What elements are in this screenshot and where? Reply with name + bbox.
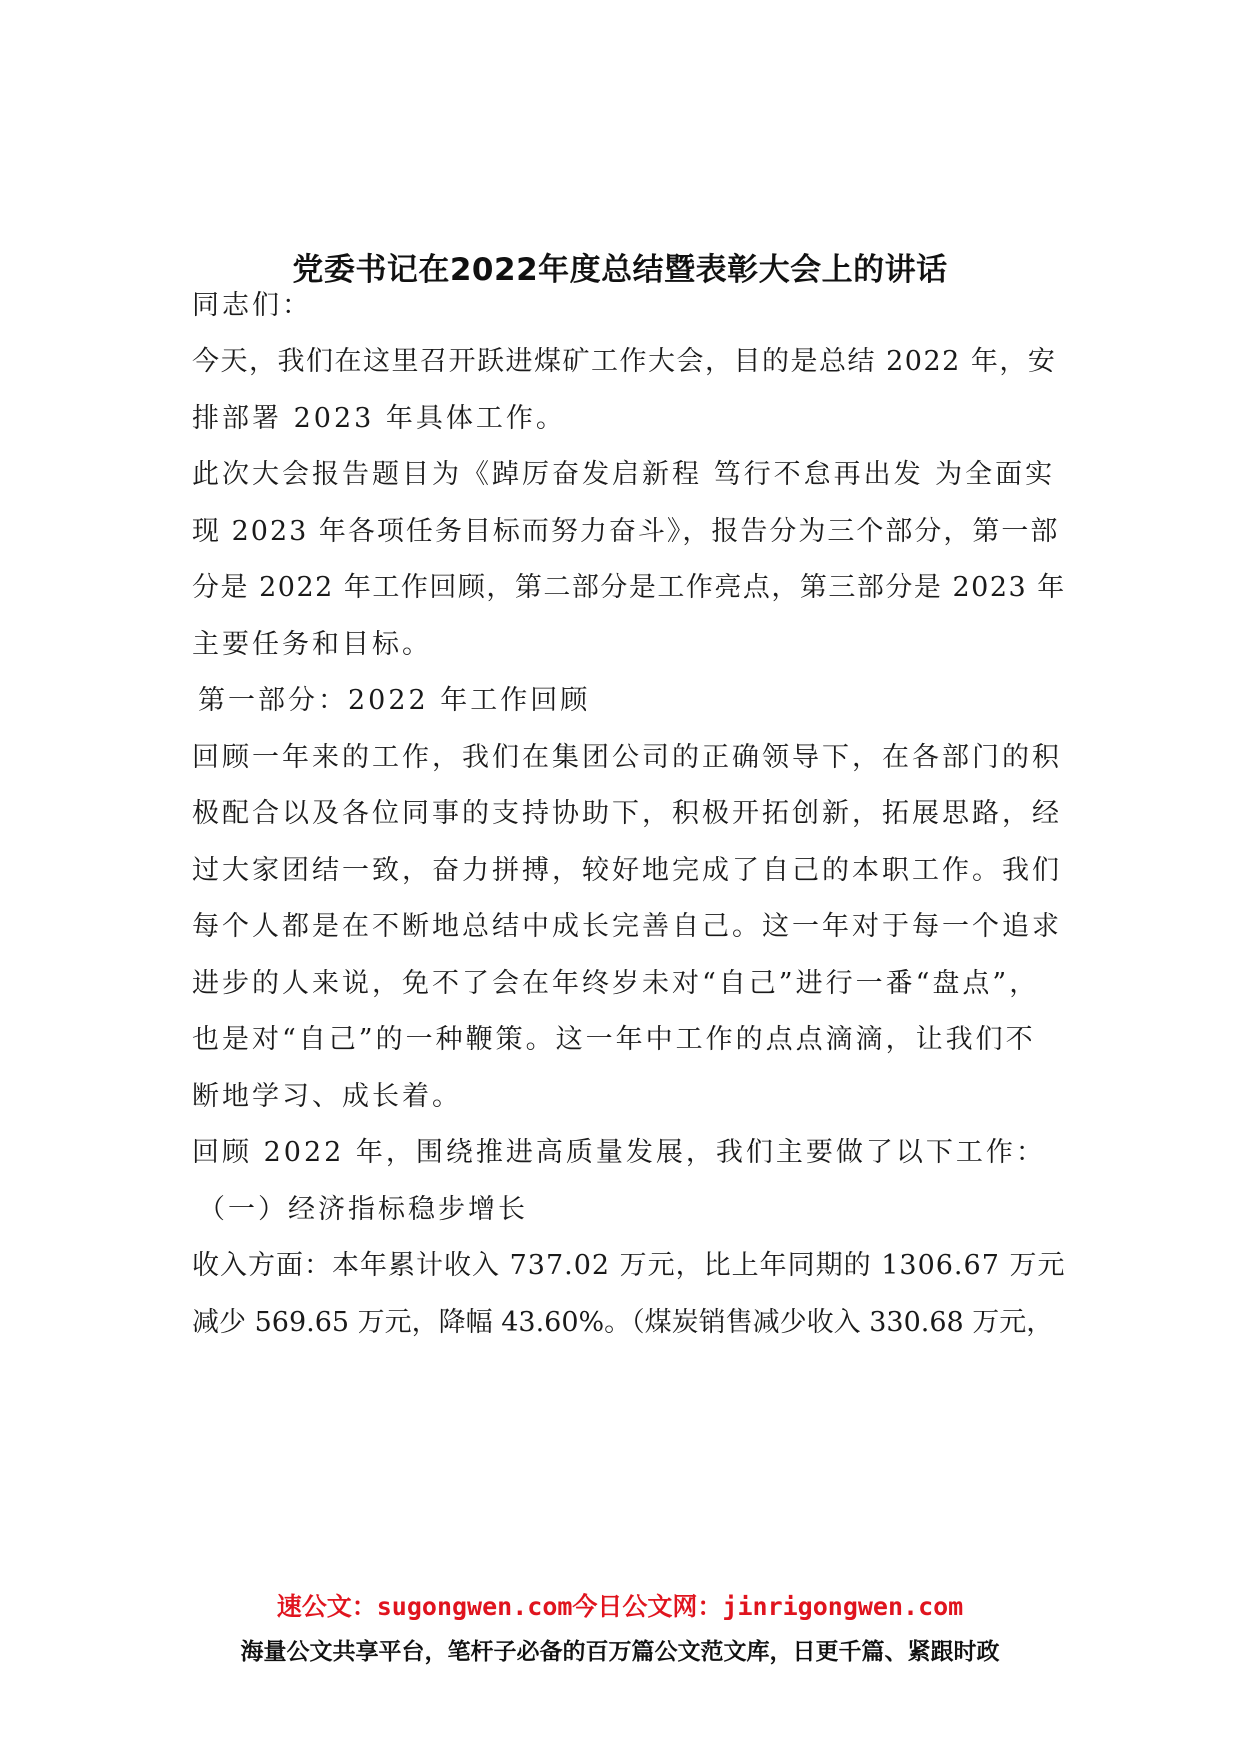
footer-website-links: 速公文：sugongwen.com今日公文网：jinrigongwen.com	[276, 1592, 964, 1621]
body-line: 今天，我们在这里召开跃进煤矿工作大会，目的是总结 2022 年，安	[192, 346, 1057, 377]
body-line: 也是对“自己”的一种鞭策。这一年中工作的点点滴滴，让我们不	[192, 1024, 1036, 1055]
body-line: 现 2023 年各项任务目标而努力奋斗》，报告分为三个部分，第一部	[192, 516, 1060, 547]
section-heading: 第一部分：2022 年工作回顾	[198, 685, 591, 716]
body-line: 每个人都是在不断地总结中成长完善自己。这一年对于每一个追求	[192, 911, 1062, 942]
body-line: 极配合以及各位同事的支持协助下，积极开拓创新，拓展思路，经	[192, 798, 1062, 829]
body-line: 收入方面：本年累计收入 737.02 万元，比上年同期的 1306.67 万元	[192, 1250, 1066, 1281]
body-line: 排部署 2023 年具体工作。	[192, 403, 566, 434]
body-line: 减少 569.65 万元，降幅 43.60%。（煤炭销售减少收入 330.68 万元，	[192, 1307, 1054, 1338]
body-line: 断地学习、成长着。	[192, 1081, 462, 1112]
body-line: 分是 2022 年工作回顾，第二部分是工作亮点，第三部分是 2023 年	[192, 572, 1066, 603]
body-line: 过大家团结一致，奋力拼搏，较好地完成了自己的本职工作。我们	[192, 855, 1062, 886]
footer-slogan: 海量公文共享平台，笔杆子必备的百万篇公文范文库，日更千篇、紧跟时政	[240, 1639, 1000, 1665]
body-line: 主要任务和目标。	[192, 629, 432, 660]
body-line: 同志们：	[192, 290, 312, 321]
body-line: 进步的人来说，免不了会在年终岁未对“自己”进行一番“盘点”，	[192, 968, 1040, 999]
body-line: 回顾一年来的工作，我们在集团公司的正确领导下，在各部门的积	[192, 742, 1062, 773]
body-line: 此次大会报告题目为《踔厉奋发启新程 笃行不怠再出发 为全面实	[192, 459, 1056, 490]
document-title: 党委书记在2022年度总结暨表彰大会上的讲话	[292, 252, 948, 288]
subsection-heading: （一）经济指标稳步增长	[198, 1194, 528, 1225]
body-line: 回顾 2022 年，围绕推进高质量发展，我们主要做了以下工作：	[192, 1137, 1046, 1168]
